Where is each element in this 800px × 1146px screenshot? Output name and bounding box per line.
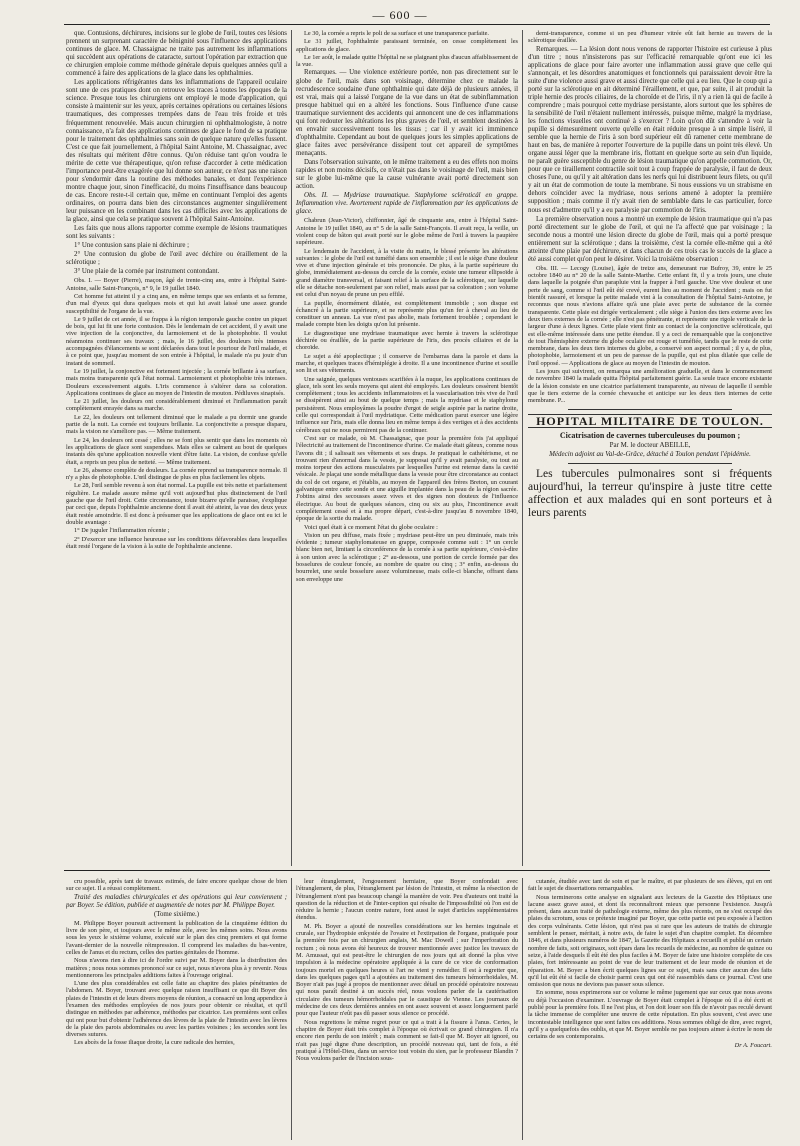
author-role: Médecin adjoint au Val-de-Grâce, détaché à Toulon pendant l'épidémie. [549,449,751,458]
observation-header: Obs. II. — Mydriase traumatique. Staphylome scléroticál en grappe. Inflammation vive. Avortement rapide de l'inflammation par les applications de glace. [296,192,518,216]
paragraph: Le 9 juillet de cet année, il se frappa à la région temporale gauche contre un piquet de bois, qui lui fit une forte contusion. Dès le lendemain de cet accident, il y avait une vive injection de la conjonctive, du larmoiement et de la photophobie. Il voulut néanmoins continuer ses travaux ; mais, le 16 juillet, des douleurs très intenses accompagnées d'élancements se sont déclarées dans tout le pourtour de l'œil malade, et à ce point que, jusqu'au moment de son entrée à l'hôpital, le malade n'a pu jouir d'un instant de sommeil. [66,315,287,367]
paragraph: Les applications réfrigérantes dans les inflammations de l'appareil oculaire sont une de ces pratiques dont on retrouve les traces à toutes les époques de la science. Presque tous les chirurgiens ont employé le mode d'application, qui consiste à maintenir sur les yeux, après certaines opérations ou certaines lésions traumatiques, des compresses trempées dans de l'eau très froide et très fréquemment renouvelée. Mais aucun chirurgien ni ophthalmologiste, à notre connaissance, n'a fait des applications continues de glace le fond de sa pratique pour le traitement des ophthalmies sans soin de quelque nature qu'elles fussent. C'est ce que fait journellement, à l'hôpital Saint Antoine, M. Chassaignac, avec des résultats qui méritent d'être connus. Qu'on réduise tant qu'on voudra le mérite de cette vue thérapeutique, qu'on refuse d'accorder à cette médication l'importance peut-être exagérée que lui donne son auteur, ce n'est pas une raison pour s'endormir dans la routine des méthodes banales, et dont l'expérience montre chaque jour, sinon l'inefficacité, du moins l'insuffisance dans beaucoup de cas. Encore reste-t-il certain que, même en continuant l'emploi des agents ordinaires, on pourra dans bien des circonstances augmenter singulièrement leur puissance en les combinant dans les cas difficiles avec les applications de la glace, ainsi que cela se pratique souvent à l'hôpital Saint-Antoine. [66,79,287,224]
paragraph: La pupille, énormément dilatée, est complètement immobile ; son disque est échancré à la partie supérieure, et ne représente plus qu'un fer à cheval au lieu de constituer un anneau. La vue n'est pas abolie, mais fortement troublée ; cependant le malade compte bien les doigts qu'on lui présente. [296,299,518,329]
paragraph: La première observation nous a montré un exemple de lésion traumatique qui n'a pas porté directement sur le globe de l'œil, et qui ne l'a affecté que par voisinage ; la seconde nous a montré une lésion directe du globe de l'œil, mais qui a porté presque entièrement sur la sclérotique ; dans la troisième, c'est la cornée elle-même qui a été atteinte d'une plaie par déchirure, et dans chacun de ces trois cas le succès de la glace a été aussi complet qu'on peut le désirer. Voici la troisième observation : [528,215,772,263]
paragraph: Le sujet a été apoplectique ; il conserve de l'embarras dans la parole et dans la marche, et quelques traces d'hémiplégie à droite. Il a une incontinence d'urine et souille son lit et ses vêtements. [296,352,518,375]
paragraph: Le diagnostique une mydriase traumatique avec hernie à travers la sclérotique déchirée ou éraillée, de la partie supérieure de l'iris, des procès ciliaires et de la choroïde. [296,329,518,352]
column-divider [291,878,292,1140]
paragraph: Le 31 juillet, l'ophthalmie paraissant terminée, on cesse complètement les applications de glace. [296,38,518,53]
paragraph: 1° Une contusion sans plaie ni déchirure ; [74,242,190,250]
volume-label: (Tome sixième.) [153,910,200,918]
article-title: Cicatrisation de cavernes tuberculeuses du poumon ; [559,430,741,440]
page-number: — 600 — [372,8,428,22]
paragraph: que. Contusions, déchirures, incisions sur le globe de l'œil, toutes ces lésions prennent un surprenant caractère de bénignité sous l'influence des applications continues de glace. M. Chassaignac ne traite pas autrement les inflammations qui succèdent aux opérations de cataracte, surtout l'opération par extraction que ce chirurgien emploie comme méthode générale depuis quelques années qu'il a commencé à faire des applications de la glace dans les ophthalmies. [66,30,287,78]
paragraph: C'est sur ce malade, où M. Chassaignac, que pour la première fois j'ai appliqué l'électricité au traitement de l'incontinence d'urine. Ce malade était gâteux, comme nous l'avons dit ; il salissait ses vêtements et ses draps. Je pratiquai le cathétérisme, et ne trouvant rien d'anormal dans la vessie, je supposai qu'il y avait paralysie, ou tout au moins torpeur des actions musculaires par lesquelles l'urine est retenue dans la cavité vésicale. Je plaçai une sonde métallique dans la vessie pour être circonstance au contact du col de cet organe, et j'établis, au moyen de l'appareil des frères Breton, un courant galvanique entre cette sonde et une aiguille implantée dans la peau de la région sacrée. J'obtins ainsi des secousses assez vives et des signes non douteux de l'influence électrique. Au bout de quelques séances, cinq ou six au plus, l'incontinence avait complètement cessé et à ma propre départ, c'est-à-dire jusqu'au 8 novembre 1840, époque de la sortie du malade. [296,434,518,523]
paragraph: demi-transparence, comme si un peu d'humeur vitrée eût fait hernie au travers de la sclérotique éraillée. [528,30,772,45]
paragraph: Vision un peu diffuse, mais fixée ; mydriase peut-être un peu diminuée, mais très évidente ; tumeur staphylomateuse en grappe, composée comme suit : 1° un cercle blanc bien net, limitant la circonférence de la cornée à sa partie supérieure, c'est-à-dire à son union avec la sclérotique ; 2° au-dessous, une portion de cercle formée par des bosselures de couleur foncée, au nombre de quatre ou cinq ; 3° enfin, au-dessus du bourrelet, une seule bosselure assez volumineuse, mais celle-ci blanche, offrant dans son enveloppe une [296,531,518,583]
observation-header: Obs. III. — Lecogy (Louise), âgée de treize ans, demeurant rue Bufroy, 39, entre le 25 octobre 1840 au n° 20 de la salle Sainte-Marthe. Cette enfant fit, il y a trois jours, une chute dans laquelle la poignée d'un parapluie vint la frapper à l'œil gauche. Une vive douleur et une perte de sang, comme si l'œil eût été crevé, eurent lieu au moment de l'accident ; mais on fut bientôt rassuré, et lorsque la petite malade vint à la consultation de l'hôpital Saint-Antoine, je reconnus que nous n'avions affaire qu'à une plaie avec perte de substance de la cornée transparente. Cette plaie est dirigée verticalement ; elle siège à l'union des tiers externe avec les deux tiers externes de la cornée ; elle n'est pas pénétrante, et représente une rigole verticale de la largeur d'une à deux lignes. Cette plaie vient finir au contact de la conjonctive scléroticale, qui est elle-même intéressée dans une petite étendue. Il y a ceci de remarquable que la conjonctive de tout l'hémisphère externe du globe oculaire est rouge et tuméfiée, tandis que le reste de cette membrane, dans les deux tiers internes du globe, a conservé son aspect normal ; il y a, de plus, photophobie, larmoiement et un peu de paresse de la pupille, qui est plus dilatée que celle de l'œil opposé. — Applications de glace au moyen de l'intestin de mouton. [528,264,772,367]
paragraph: Nous n'avons rien à dire ici de l'ordre suivi par M. Boyer dans la distribution des matières ; nous nous sommes prononcé sur ce sujet, nous n'avons plus à y revenir. Nous mentionnerons les principales additions faites à l'ouvrage original. [66,957,287,979]
paragraph: M. Ph. Boyer a ajouté de nouvelles considérations sur les hernies inguinale et crurale, sur l'hydropisie enkystée de l'ovaire et l'extirpation de l'organe, pratiquée pour la première fois par un chirurgien anglais, M. Mac Dowell ; sur l'imperforation du rectum ; où nous avons été heureux de trouver mentionnée avec justice les travaux de M. Amussat, qui est peut-être le chirurgien de nos jours qui ait donné la plus vive impulsion à la médecine opératoire appliquée à la cure de ce vice de conformation toujours mortel en quelques heures si l'art ne vient y remédier. Il est à regretter que, dans les quelques pages qu'il a ajoutées au traitement des tumeurs hémorrhoïdales, M. Boyer n'ait pas jugé à propos de mentionner avec détail un procédé opératoire nouveau qui nous paraît destiné à un succès réel, nous voulons parler de la cautérisation circulaire des tumeurs hémorrhoïdales par le caustique de Vienne. Les journaux de médecine de ces deux dernières années en ont assez souvent et assez longuement parlé pour que l'auteur n'eût pas dû passer sous silence ce procédé. [296,922,518,1018]
column-divider [522,878,523,1140]
paragraph: Le 19 juillet, la conjonctive est fortement injectée ; la cornée brillante à sa surface, mais moins transparente qu'à l'état normal. Larmoiement et photophobie très intenses. Douleurs excessivement aiguës. L'iris commence à s'altérer dans sa coloration. Applications continues de glace au moyen de l'intestin de mouton. Pédiluves sinapisés. [66,367,287,397]
review-column-3 [528,878,772,1140]
paragraph: Le 24, les douleurs ont cessé ; elles ne se font plus sentir que dans les moments où les applications de glace sont suspendues. Mais elles se calment au bout de quelques instants dès qu'une application nouvelle vient d'être faite. La vision, de confuse qu'elle était, a repris un peu plus de netteté. — Même traitement. [66,436,287,466]
paragraph: Cet homme fut atteint il y a cinq ans, en même temps que ses enfants et sa femme, d'un mal d'yeux qui dura quelques mois et qui lui avait laissé une assez grande susceptibilité de l'organe de la vue. [66,293,287,315]
paragraph: Le 26, absence complète de douleurs. La cornée reprend sa transparence normale. Il n'y a plus de photophobie. L'œil distingue de plus en plus facilement les objets. [66,466,287,482]
paragraph: Les faits que nous allons rapporter comme exemple de lésions traumatiques sont les suivants : [66,225,287,241]
top-rule [64,24,770,25]
paragraph: L'une des plus considérables est celle faite au chapitre des plaies pénétrantes de l'abdomen. M. Boyer, trouvant avec quelque raison insuffisant ce que dit Boyer des plaies de l'intestin et de leurs divers moyens de réunion, a consacré un long appendice à l'examen des méthodes employées de nos jours pour obtenir ce résultat, et qu'il distingue en méthodes par adhérence, méthodes par cicatrice. Les premières sont celles qui ont pour but d'obtenir l'adhérence des lèvres de la plaie de l'intestin avec les lèvres de la plaie des parois abdominales ou avec les parties voisines ; les secondes sont les diverses sutures. [66,980,287,1039]
paragraph: Le 1er août, le malade quitte l'hôpital ne se plaignant plus d'aucun affaiblissement de la vue. [296,53,518,69]
paragraph: Dans l'observation suivante, on le même traitement a eu des effets non moins rapides et non moins décisifs, ce n'était pas dans le voisinage de l'œil, mais bien sur le globe lui-même que la cause vulnérante avait porté directement son action. [296,159,518,191]
review-column-1 [66,878,287,1140]
review-column-2 [296,878,518,1140]
column-divider [522,30,523,866]
paragraph: Les abcès de la fosse iliaque droite, la cure radicale des hernies, [74,1039,235,1047]
paragraph: M. Philippe Boyer poursuit activement la publication de la cinquième édition du livre de son père, et toujours avec le même zèle, avec les mêmes soins. Nous avons sous les yeux le sixième volume, exécuté sur le plan des cinq premiers et qui forme l'avant-dernier de la nouvelle réimpression. Il comprend les maladies du bas-ventre, celles de l'anus et du rectum, celles des parties génitales de l'homme. [66,919,287,956]
article-lead: Les tubercules pulmonaires sont si fréquents aujourd'hui, la terreur qu'inspire à juste titre cette affection et aux malades qui en sont porteurs et à leurs parents [528,467,772,520]
article-author: Par M. le docteur ABEILLE, [609,440,691,449]
paragraph: 3° Une plaie de la cornée par instrument contondant. [74,268,220,276]
paragraph: leur étranglement, l'engouement herniaire, que Boyer confondait avec l'étranglement, de plus, l'étranglement par lésion de l'intestin, et même la résection de l'étranglement n'ont pas beaucoup changé la manière de voir. Peu d'auteurs ont traité la question de la réduction et de l'inter-ception qui résulte de l'impossibilité où l'on est de réduire la hernie ; l'aucun contre nature, font aussi le sujet d'articles supplémentaires étendus. [296,878,518,922]
column-3 [528,30,772,865]
paragraph: Le 22, les douleurs ont tellement diminué que le malade a pu dormir une grande partie de la nuit. La cornée est toujours brillante. La conjonctivite a presque disparu, mais la vision ne s'améliore pas. — Même traitement. [66,413,287,436]
observation-header: Obs. I. — Boyer (Pierre), maçon, âgé de trente-cinq ans, entre à l'hôpital Saint-Antoine, salle Saint-François, n° 9, le 19 juillet 1840. [66,277,287,292]
remarks-paragraph: Remarques. — Une violence extérieure portée, non pas directement sur le globe de l'œil, mais dans son voisinage, détermine chez ce malade la recrudescence soudaine d'une ophthalmie qui date déjà de plusieurs années, il est vrai, mais qui a laissé l'organe de la vue dans un état de subinflammation presque habituel qui en a altéré les fonctions. Sous l'influence d'une cause traumatique surviennent des accidents qui annoncent une de ces inflammations qui font redouter les altérations les plus graves de l'œil, et semblent destinées à en envahir successivement tous les tissus ; car il y avait ici imminence d'ophthalmite. Cependant au bout de quelques jours les simples applications de glace faites avec persévérance dissipent tout cet appareil de symptômes menaçants. [296,69,518,157]
column-1 [66,30,287,865]
section-divider [568,463,732,464]
paragraph: Une saignée, quelques ventouses scarifiées à la nuque, les applications continues de glace, tels sont les seuls moyens qui aient été employés. Les douleurs cessèrent bientôt complètement ; tous les accidents inflammatoires et la vascularisation très vive de l'œil se dissipèrent ainsi au bout de quelque temps ; mais la mydriase et le staphylome persistèrent. Nous employâmes la poudre d'ergot de seigle aspirée par la narine droite, celle qui correspondait à l'œil mydriatique. Cette médication parut exercer une légère influence sur l'iris, mais elle donna lieu en même temps à des vertiges et à des accidents cérébraux qui ne nous permirent pas de la continuer. [296,375,518,434]
paragraph: Nous regrettons le même regret pour ce qui a trait à la fissure à l'anus. Certes, le chapitre de Boyer était très complet à l'époque où écrivait ce grand chirurgien. Il n'a encore rien perdu de son intérêt ; mais comment se fait-il que M. Boyer ait ignoré, ou n'ait pas jugé digne d'une description, un procédé nouveau qui, tant de fois, a été pratiqué à l'Hôtel-Dieu, dans un service tout voisin du sien, par le professeur Blandin ? Nous voulons parler de l'incision sous- [296,1018,518,1063]
book-title: Traité des maladies chirurgicales et des opérations qui leur conviennent ; par Boyer. 5e édition, publiée et augmentée de notes par M. Philippe Boyer. [66,893,287,909]
paragraph: 2° D'exercer une influence heureuse sur les conditions défavorables dans lesquelles était resté l'organe de la vision à la suite de l'ophthalmie ancienne. [66,535,287,550]
column-divider [291,30,292,866]
paragraph: Le 28, l'œil semble revenu à son état normal. La pupille est très nette et parfaitement régulière. Le malade assure même qu'il voit aujourd'hui plus distinctement de l'œil gauche que de l'œil droit. Cette circonstance, toute bizarre qu'elle paraisse, s'explique par ceci que, depuis l'ophthalmie ancienne dont il avait été atteint, la vue des deux yeux était restée amoindrie. Il est donc à présumer que les applications de glace ont eu ici le double avantage : [66,482,287,526]
section-divider [568,409,732,410]
paragraph: 1° De juguler l'inflammation récente ; [74,527,170,535]
hospital-heading: HOPITAL MILITAIRE DE TOULON. [528,414,772,428]
remarks-paragraph: Remarques. — La lésion dont nous venons de rapporter l'histoire est curieuse à plus d'un titre ; nous n'insisterons pas sur l'efficacité remarquable qu'ont eue ici les applications de glace pour faire avorter une inflammation aussi grave que celle qui s'annonçait, et les désordres anatomiques et fonctionnels qui paraissaient devoir être la suite d'une violence aussi grave et aussi directe que celle qui a eu lieu. Que le coup qui a porté sur la sclérotique en ait déterminé l'éraillement, et que, par suite, il ait produit la triple hernie des procès ciliaires, de la choroïde et de l'iris, il n'y a rien là qui de facile à comprendre ; mais pourquoi cette mydriase persistante, alors surtout que les sphères de la sensibilité de l'œil n'étaient nullement intéressés, puisque même, malgré la mydriase, les fonctions visuelles ont continué à s'exercer ? Loin qu'on dût s'attendre à voir la pupille si démesurément ouverte qu'elle en était réduite presque à un simple liséré, il semble que la hernie de l'iris à son bord supérieur eût dû ramener cette membrane de haut en bas, de manière à reporter l'ouverture de la pupille dans un point très élevé. Un organe aussi léger que la membrane iris, flottant en quelque sorte au sein d'un liquide, ne paraît guère susceptible du genre de lésion traumatique qu'on appelle commotion. Or, pour que ce tiraillement contractile soit tout à coup frappée de paralysie, il faut de deux choses l'une, ou qu'il y ait altération dans les nerfs qui lui distribuent leurs filets, ou qu'il y ait un état de commotion de toute la membrane. Si nous eussions vu un strabisme en dehors coïncider avec la mydriase, nous serions amené à adopter la première supposition ; mais comme il n'y avait rien de semblable dans le cas particulier, force nous est d'admettre qu'il y a eu paralysie par commotion de l'iris. [528,45,772,214]
paragraph: Les jours qui suivirent, on remarqua une amélioration graduelle, et dans le commencement de novembre 1840 la malade quitta l'hôpital parfaitement guérie. La seule trace encore existante de la lésion consiste en une cicatrice parfaitement transparente, au niveau de laquelle il semble que le tiers externe de la cornée chevauche et anticipe sur les deux tiers internes de cette membrane. P... [528,368,772,405]
signature: Dr A. Foucart. [734,1041,772,1049]
paragraph: Nous terminerons cette analyse en signalant aux lecteurs de la Gazette des Hôpitaux une lacune assez grave aussi, et dont ils reconnaîtront mieux que personne l'existence. Jusqu'à présent, dans aucun traité de pathologie externe, même des plus récents, on ne s'est occupé des plaies du scrotum, sous ce prétexte imaginé par Boyer, que cette partie est peu exposée à l'action des corps vulnérants. Cette lésion, qui n'est pas si rare que les auteurs de traités de chirurgie semblent le penser, méritait, à notre avis, de faire le sujet d'un chapitre complet. En décembre 1846, et dans plusieurs numéros de 1847, la Gazette des Hôpitaux a recueilli et publié un certain nombre de faits, soit originaux, soit épars dans les recueils de médecine, au nombre de quinze ou seize, à l'aide desquels il eût été des plus faciles à M. Boyer de faire une histoire complète de ces plaies, fort intéressante au point de vue de leur traitement et de leur mode de réunion et de réparation. M. Boyer a bien écrit quelques lignes sur ce sujet, mais sans citer aucun des faits qu'il lui eût été si facile de choisir parmi ceux qui ont été rassemblés dans ce journal. C'est une omission que nous ne devions pas passer sous silence. [528,893,772,989]
paragraph: Le lendemain de l'accident, à la visite du matin, le blessé présente les altérations suivantes : le globe de l'œil est tuméfié dans son ensemble ; il est le siège d'une douleur vive et d'une injection générale et très prononcée. De plus, à la partie supérieure du globe, immédiatement au-dessus du cercle de la cornée, existe une tumeur ellipsoïde à grand diamètre transversal, et faisant relief à la surface de la sclérotique, sur laquelle elle se détache non-seulement par son relief, mais aussi par sa coloration ; son volume est celui d'un noyau de prune un peu effilé. [296,247,518,299]
column-2 [296,30,518,865]
paragraph: 2° Une contusion du globe de l'œil avec déchire ou éraillement de la sclérotique ; [66,251,287,267]
paragraph: En somme, nous exprimerons sur ce volume le même jugement que sur ceux que nous avons eu déjà l'occasion d'examiner. L'ouvrage de Boyer était complet à l'époque où il a été écrit et publié pour la première fois. Il ne l'est plus, et l'on doit louer son fils de n'avoir pas reculé devant la tâche immense de compléter une œuvre de cette réputation. En plus souvent, c'est avec une incontestable intelligence que sont faites ces additions. Nous sommes obligé de dire, avec regret, qu'il y a quelquefois des oublis, et que M. Boyer semble ne pas toujours aimer à écrire le nom de certains de ses contemporains. [528,989,772,1041]
paragraph: Chabrun (Jean-Victor), chiffonnier, âgé de cinquante ans, entre à l'hôpital Saint-Antoine le 19 juillet 1840, au n° 5 de la salle Saint-François. Il avait reçu, la veille, un violent coup de bâton qui avait porté sur le globe même de l'œil à travers la paupière supérieure. [296,217,518,247]
paragraph: Voici quel était à ce moment l'état du globe oculaire : [304,523,438,531]
horizontal-divider [64,870,770,871]
paragraph: Le 30, la cornée a repris le poli de sa surface et une transparence parfaite. [304,30,489,37]
paragraph: cutanée, étudiée avec tant de soin et par le maître, et par plusieurs de ses élèves, qui en ont fait le sujet de dissertations remarquables. [528,878,772,893]
paragraph: Le 21 juillet, les douleurs ont considérablement diminué et l'inflammation paraît complètement enrayée dans sa marche. [66,398,287,413]
paragraph: cru possible, après tant de travaux estimés, de faire encore quelque chose de bien sur ce sujet. Il a réussi complètement. [66,878,287,893]
